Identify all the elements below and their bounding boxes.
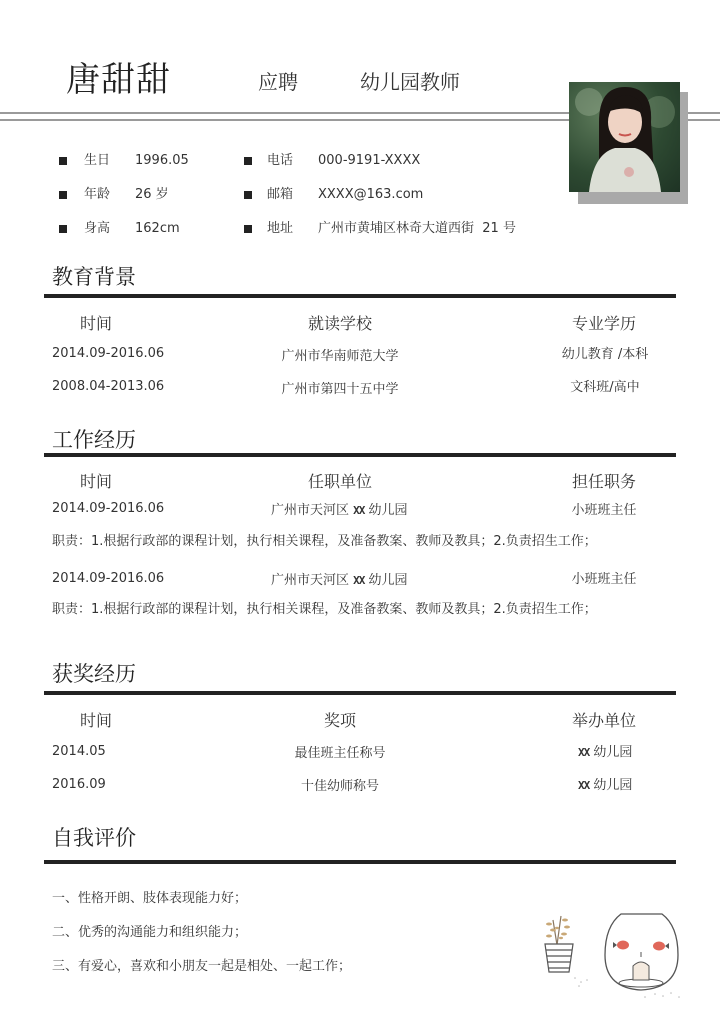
self-eval-item: 一、性格开朗、肢体表现能力好；	[52, 891, 248, 906]
info-label: 电话	[267, 153, 294, 168]
work-unit-prefix: 广州市天河区	[271, 573, 350, 588]
award-org-xx: XX	[578, 746, 590, 759]
edu-major: 文科班/高中	[570, 380, 640, 395]
edu-time: 2008.04-2013.06	[52, 379, 165, 394]
award-time: 2014.05	[52, 744, 106, 759]
award-org	[578, 741, 632, 760]
edu-time: 2014.09-2016.06	[52, 346, 165, 361]
award-org	[578, 774, 632, 793]
apply-position: 幼儿园教师	[360, 70, 460, 94]
table-header-school: 就读学校	[307, 314, 372, 333]
work-role: 小班班主任	[571, 503, 637, 518]
bullet-icon	[244, 225, 252, 233]
info-value: 广州市黄埔区林奇大道西街 21 号	[318, 221, 516, 236]
award-name: 十佳幼师称号	[300, 779, 379, 794]
bullet-icon	[244, 157, 252, 165]
work-role: 小班班主任	[571, 572, 637, 587]
info-label: 地址	[267, 221, 294, 236]
info-label: 年龄	[84, 187, 111, 202]
section-rule	[44, 453, 676, 457]
table-header-unit: 任职单位	[307, 472, 372, 491]
section-rule	[44, 691, 676, 695]
potted-plant-icon	[545, 916, 573, 972]
work-duty: 职责：1.根据行政部的课程计划，执行相关课程，及准备教案、教师及教具；2.负责招生工作；	[52, 602, 597, 617]
edu-school: 广州市第四十五中学	[281, 382, 399, 397]
work-unit-suffix: 幼儿园	[368, 503, 408, 518]
work-unit	[271, 569, 408, 588]
portrait-icon	[569, 82, 680, 192]
apply-label: 应聘	[258, 70, 298, 94]
info-value: 162cm	[135, 221, 180, 236]
bullet-icon	[244, 191, 252, 199]
award-org-name: 幼儿园	[593, 778, 633, 793]
work-unit-prefix: 广州市天河区	[271, 503, 350, 518]
table-header-time: 时间	[80, 472, 113, 491]
edu-major: 幼儿教育 /本科	[561, 347, 649, 362]
info-address	[244, 220, 564, 238]
info-value: 1996.05	[135, 153, 189, 168]
edu-school: 广州市华南师范大学	[281, 349, 399, 364]
table-header-org: 举办单位	[571, 711, 636, 730]
fishbowl-icon	[605, 914, 678, 990]
self-eval-item: 三、有爱心，喜欢和小朋友一起是相处、一起工作；	[52, 959, 352, 974]
self-eval-item: 二、优秀的沟通能力和组织能力；	[52, 925, 248, 940]
table-header-award: 奖项	[323, 711, 356, 730]
decorative-illustration	[535, 900, 715, 1010]
section-title-awards: 获奖经历	[52, 662, 136, 686]
section-rule	[44, 294, 676, 298]
profile-photo	[569, 82, 680, 192]
section-title-self-eval: 自我评价	[52, 826, 136, 850]
info-label: 身高	[84, 221, 111, 236]
info-value: 000-9191-XXXX	[318, 153, 421, 168]
info-value: 26 岁	[135, 187, 169, 202]
section-rule	[44, 860, 676, 864]
work-time: 2014.09-2016.06	[52, 571, 165, 586]
work-duty: 职责：1.根据行政部的课程计划，执行相关课程，及准备教案、教师及教具；2.负责招生工作；	[52, 534, 597, 549]
section-title-work: 工作经历	[52, 428, 136, 452]
work-unit-suffix: 幼儿园	[368, 573, 408, 588]
award-org-name: 幼儿园	[593, 745, 633, 760]
work-unit-xx: XX	[353, 504, 365, 517]
bullet-icon	[59, 191, 67, 199]
table-header-role: 担任职务	[571, 472, 636, 491]
work-unit-xx: XX	[353, 574, 365, 587]
info-label: 生日	[84, 153, 111, 168]
plant-and-fishbowl-icon	[535, 900, 715, 1010]
info-label: 邮箱	[267, 187, 294, 202]
info-value: XXXX@163.com	[318, 187, 424, 202]
candidate-name: 唐甜甜	[66, 60, 171, 100]
table-header-major: 专业学历	[571, 314, 636, 333]
work-time: 2014.09-2016.06	[52, 501, 165, 516]
award-name: 最佳班主任称号	[294, 746, 386, 761]
info-phone	[244, 152, 564, 170]
section-title-education: 教育背景	[52, 265, 136, 289]
bullet-icon	[59, 157, 67, 165]
table-header-time: 时间	[80, 314, 113, 333]
table-header-time: 时间	[80, 711, 113, 730]
work-unit	[271, 499, 408, 518]
info-email	[244, 186, 564, 204]
bullet-icon	[59, 225, 67, 233]
award-org-xx: XX	[578, 779, 590, 792]
award-time: 2016.09	[52, 777, 106, 792]
